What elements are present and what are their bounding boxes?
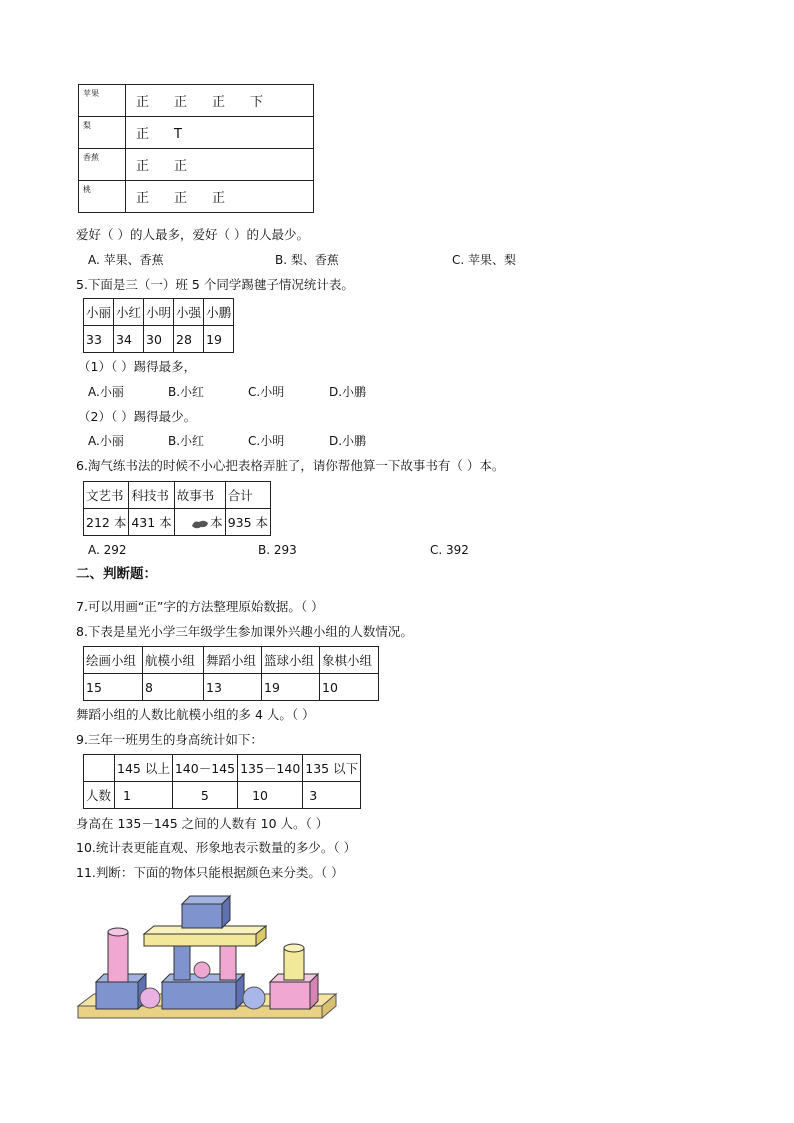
q9-header: 135 以下 — [303, 755, 361, 782]
q8-value: 8 — [143, 674, 204, 701]
q5-sub1-option-d[interactable]: D.小鹏 — [329, 385, 367, 399]
q8-header: 绘画小组 — [84, 647, 143, 674]
q5-header: 小明 — [144, 299, 174, 326]
q8-statement: 舞蹈小组的人数比航模小组的多 4 人。（ ） — [76, 707, 315, 722]
tally-label: 苹果 — [79, 85, 126, 117]
q5-sub2-option-a[interactable]: A.小丽 — [88, 434, 124, 448]
building-blocks-illustration — [74, 888, 340, 1024]
q6-value: 431 本 — [129, 509, 174, 536]
q6-option-a[interactable]: A. 292 — [88, 543, 127, 557]
q6-header: 合计 — [225, 482, 270, 509]
q8-title: 8.下表是星光小学三年级学生参加课外兴趣小组的人数情况。 — [76, 624, 413, 639]
q6-option-b[interactable]: B. 293 — [258, 543, 297, 557]
tally-table — [78, 84, 314, 213]
q9-header-empty — [84, 755, 115, 782]
q5-sub1: （1）（ ）踢得最多， — [78, 359, 197, 374]
q4-option-c[interactable]: C. 苹果、梨 — [452, 253, 517, 267]
q6-smudged-cell: 本 — [174, 509, 225, 536]
tally-marks: 正 正 正 — [126, 181, 314, 213]
q8-value: 15 — [84, 674, 143, 701]
q10-statement: 10.统计表更能直观、形象地表示数量的多少。（ ） — [76, 840, 357, 855]
q9-value: 5 — [172, 782, 237, 809]
q5-sub1-option-b[interactable]: B.小红 — [168, 385, 205, 399]
q6-header: 科技书 — [129, 482, 174, 509]
q4-option-a[interactable]: A. 苹果、香蕉 — [88, 253, 164, 267]
q6-value: 935 本 — [225, 509, 270, 536]
q4-option-b[interactable]: B. 梨、香蕉 — [275, 253, 339, 267]
tally-label: 桃 — [79, 181, 126, 213]
q9-value: 10 — [238, 782, 303, 809]
q5-title: 5.下面是三（一）班 5 个同学踢毽子情况统计表。 — [76, 277, 354, 292]
tally-label: 梨 — [79, 117, 126, 149]
q8-table — [83, 646, 379, 701]
q8-header: 象棋小组 — [320, 647, 379, 674]
q9-value: 1 — [115, 782, 173, 809]
q11-statement: 11.判断：下面的物体只能根据颜色来分类。（ ） — [76, 865, 344, 880]
q5-sub1-option-a[interactable]: A.小丽 — [88, 385, 124, 399]
q7-statement: 7.可以用画“正”字的方法整理原始数据。（ ） — [76, 599, 324, 614]
q6-table — [83, 481, 271, 536]
tally-marks: 正 正 正 下 — [126, 85, 314, 117]
q5-sub2-option-b[interactable]: B.小红 — [168, 434, 205, 448]
tally-marks: 正 正 — [126, 149, 314, 181]
q9-header: 135－140 — [238, 755, 303, 782]
q6-title: 6.淘气练书法的时候不小心把表格弄脏了，请你帮他算一下故事书有（ ）本。 — [76, 458, 505, 473]
q5-sub2-option-c[interactable]: C.小明 — [248, 434, 285, 448]
q5-header: 小丽 — [84, 299, 114, 326]
tally-label: 香蕉 — [79, 149, 126, 181]
q9-title: 9.三年一班男生的身高统计如下： — [76, 732, 263, 747]
q9-statement: 身高在 135－145 之间的人数有 10 人。（ ） — [76, 816, 329, 831]
q9-header: 140－145 — [172, 755, 237, 782]
q6-header: 故事书 — [174, 482, 225, 509]
q6-option-c[interactable]: C. 392 — [430, 543, 469, 557]
q5-value: 34 — [114, 326, 144, 353]
q8-value: 19 — [262, 674, 320, 701]
q6-value: 212 本 — [84, 509, 129, 536]
q9-table — [83, 754, 361, 809]
section-heading: 二、判断题： — [76, 566, 157, 582]
q5-value: 19 — [204, 326, 234, 353]
q9-row-label: 人数 — [84, 782, 115, 809]
ink-smudge-icon — [190, 518, 210, 530]
q5-sub1-option-c[interactable]: C.小明 — [248, 385, 285, 399]
q8-header: 舞蹈小组 — [204, 647, 262, 674]
q5-header: 小红 — [114, 299, 144, 326]
q8-header: 篮球小组 — [262, 647, 320, 674]
q5-header: 小鹏 — [204, 299, 234, 326]
q5-table — [83, 298, 234, 353]
q5-sub2-option-d[interactable]: D.小鹏 — [329, 434, 367, 448]
q9-value: 3 — [303, 782, 361, 809]
q5-header: 小强 — [174, 299, 204, 326]
q8-value: 10 — [320, 674, 379, 701]
q6-header: 文艺书 — [84, 482, 129, 509]
q5-value: 30 — [144, 326, 174, 353]
q8-header: 航模小组 — [143, 647, 204, 674]
q5-sub2: （2）（ ）踢得最少。 — [78, 409, 197, 424]
q5-value: 33 — [84, 326, 114, 353]
q8-value: 13 — [204, 674, 262, 701]
q9-header: 145 以上 — [115, 755, 173, 782]
tally-marks: 正 T — [126, 117, 314, 149]
q5-value: 28 — [174, 326, 204, 353]
q4-question: 爱好（ ）的人最多，爱好（ ）的人最少。 — [76, 227, 309, 242]
